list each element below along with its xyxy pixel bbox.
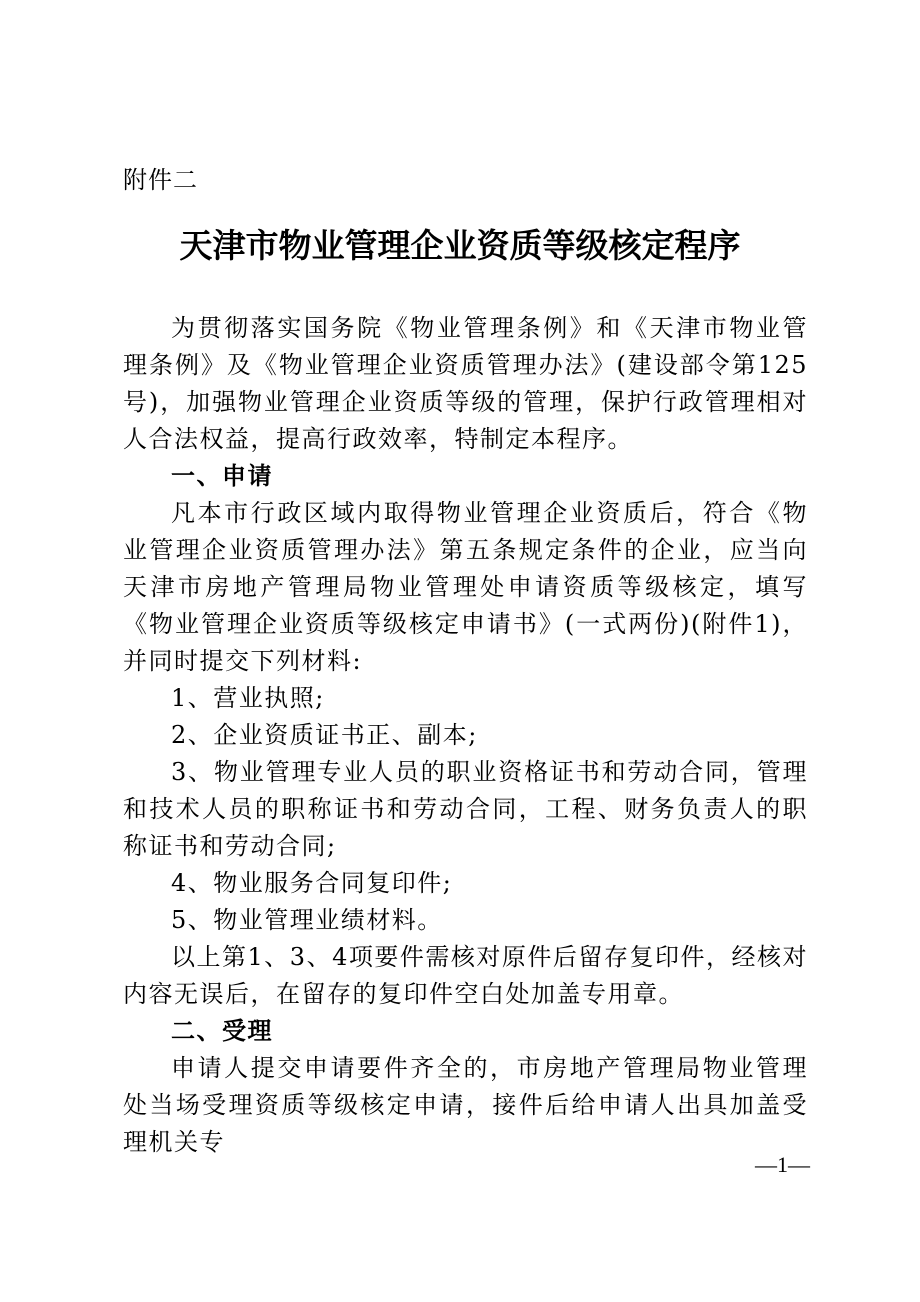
document-body: [123, 310, 808, 1161]
list-item: 2、企业资质证书正、副本;: [171, 721, 478, 749]
acceptance-paragraph: 申请人提交申请要件齐全的，市房地产管理局物业管理处当场受理资质等级核定申请，接件后给申请人出具加盖受理机关专: [123, 1054, 808, 1156]
section-heading-application: 一、申请: [171, 462, 273, 490]
section-heading-acceptance: 二、受理: [171, 1017, 273, 1045]
list-item: 5、物业管理业绩材料。: [171, 906, 443, 934]
list-item: 3、物业管理专业人员的职业资格证书和劳动合同，管理和技术人员的职称证书和劳动合同，工程、财务负责人的职称证书和劳动合同;: [123, 758, 808, 860]
application-paragraph: 凡本市行政区域内取得物业管理企业资质后，符合《物业管理企业资质管理办法》第五条规定条件的企业，应当向天津市房地产管理局物业管理处申请资质等级核定，填写《物业管理企业资质等级核定申请书》(一式两份)(附件1)，并同时提交下列材料:: [123, 499, 808, 675]
verification-note: 以上第1、3、4项要件需核对原件后留存复印件，经核对内容无误后，在留存的复印件空白处加盖专用章。: [123, 943, 808, 1008]
intro-paragraph: 为贯彻落实国务院《物业管理条例》和《天津市物业管理条例》及《物业管理企业资质管理办法》(建设部令第125号)，加强物业管理企业资质等级的管理，保护行政管理相对人合法权益，提高行政效率，特制定本程序。: [123, 314, 808, 453]
document-title: 天津市物业管理企业资质等级核定程序: [179, 226, 741, 265]
page-number: —1—: [755, 1152, 810, 1177]
list-item: 1、营业执照;: [171, 684, 325, 712]
attachment-label: 附件二: [123, 166, 198, 194]
list-item: 4、物业服务合同复印件;: [171, 869, 453, 897]
